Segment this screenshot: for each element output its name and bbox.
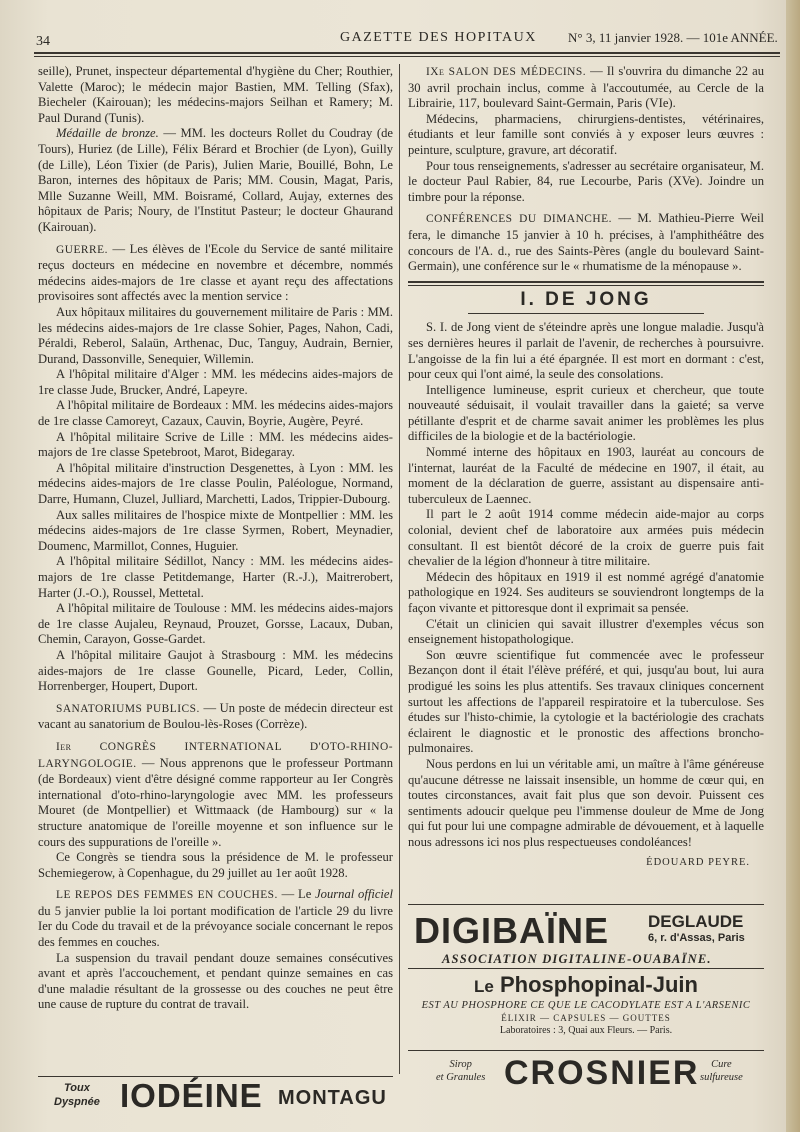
paragraph: A l'hôpital militaire Sédillot, Nancy : MM. les médecins aides-majors de 1re classe Petitdemange, Harter (R.-J.), Maitrerobert, Harter (J.-O.), Roussel, Mettetal. [38,554,393,600]
ad-manufacturer: MONTAGU [278,1087,387,1109]
paragraph: Il part le 2 août 1914 comme médecin aide-major au corps colonial, devient chef de laboratoire aux armées puis médecin consultant. Il est bientôt décoré de la croix de guerre puis fait chevalier de la légion d'honneur à titre militaire. [408,507,764,569]
section-double-rule [408,281,764,286]
section-heading: IXe SALON DES MÉDECINS. [426,66,587,78]
page-number: 34 [36,34,50,49]
publication-name: Journal officiel [315,887,394,902]
section-heading: CONFÉRENCES DU DIMANCHE. [426,213,612,226]
ad-rule [408,1050,764,1051]
header-rule [34,52,780,54]
paragraph [408,211,764,274]
journal-title: GAZETTE DES HOPITAUX [340,30,537,45]
paragraph [38,701,393,733]
ad-address: Laboratoires : 3, Quai aux Fleurs. — Paris. [499,1025,673,1036]
paragraph: Médecins, pharmaciens, chirurgiens-dentistes, vétérinaires, étudiants et leur famille sont conviés à y exposer leurs œuvres : peinture, sculpture, gravure, art décoratif. [408,111,764,157]
paragraph: Nommé interne des hôpitaux en 1903, lauréat au concours de l'internat, lauréat de la Faculté de médecine en 1907, il était, au moment de la déclaration de guerre, assistant au dispensaire anti-tuberculeux de Laennec. [408,445,764,506]
paragraph [38,887,393,950]
paragraph: Aux hôpitaux militaires du gouvernement militaire de Paris : MM. les médecins aides-majors de 1re classe Sohier, Pages, Nahon, Cadi, Péraldi, Reberol, Salaün, Arthenac, Duc, Tanguy, Audrain, Bernier, Durand, Dassonville, Senequier, Willemin. [38,304,393,366]
issue-info: N° 3, 11 janvier 1928. — 101e ANNÉE. [568,30,778,45]
paragraph: A l'hôpital militaire de Bordeaux : MM. les médecins aides-majors de 1re classe Camoreyt, Cazaux, Cauvin, Boyrie, Augère, Peyré. [38,398,393,429]
header-rule-thin [34,56,780,57]
page-header [32,28,782,52]
ad-address: 6, r. d'Assas, Paris [648,932,745,944]
ad-slogan: EST AU PHOSPHORE CE QUE LE CACODYLATE EST A L'ARSENIC [421,1000,751,1011]
paragraph: Médecin des hôpitaux en 1919 il est nommé agrégé d'anatomie pathologique en 1924. Ses auditeurs se souviendront longtemps de la façon vivante et pittoresque dont il exprimait sa pensée. [408,569,764,615]
advertisement-crosnier [408,1054,764,1100]
ad-brand-name: CROSNIER [504,1054,700,1092]
paragraph: Nous perdons en lui un véritable ami, un maître à l'âme généreuse qu'aucune détresse ne laissait insensible, un homme de cœur qui, en toutes circonstances, avait fait plus que son devoir. Puissent ces sentiments adoucir quelque peu l'immense douleur de Mme de Jong qui fut pour lui une compagne admirable de dévouement, et à laquelle nous adressons ici nos plus respectueuses condoléances! [408,756,764,849]
paragraph [408,64,764,112]
ad-note-line: sulfureuse [700,1072,743,1083]
ad-left-note [54,1081,100,1109]
paragraph: A l'hôpital militaire Gaujot à Strasbourg : MM. les médecins aides-majors de 1re classe Gounelle, Picard, Leder, Collin, Horrenberger, Houpert, Duport. [38,647,393,694]
paragraph-text: — Il s'ouvrira du dimanche 22 au 30 avril prochain inclus, comme à l'accoutumée, au Cercle de la Librairie, 117, boulevard Saint-Germain, Paris (VIe). [408,64,764,111]
paragraph-text: — Le [277,887,316,902]
column-divider [399,64,400,1074]
ad-brand-name: DIGIBAÏNE [414,910,610,951]
obituary-title: I. DE JONG [520,288,652,310]
section-heading: SANATORIUMS PUBLICS. [56,702,200,715]
paragraph: La suspension du travail pendant douze semaines consécutives avant et après l'accouchement, et pendant quinze semaines en cas d'une maladie résultant de la grossesse ou des couches ne peut être une cause de rupture du contrat de travail. [38,950,393,1012]
section-heading: LE REPOS DES FEMMES EN COUCHES. [56,889,278,902]
ad-right-note [700,1058,743,1084]
ad-note-line: et Granules [436,1072,486,1083]
paragraph: A l'hôpital militaire Scrive de Lille : MM. les médecins aides-majors de 1re classe Spetebroot, Marot, Bidegaray. [38,429,393,460]
ad-note-line: Cure [711,1059,732,1070]
ad-note-line: Toux [63,1082,90,1094]
paragraph: Aux salles militaires de l'hospice mixte de Montpellier : MM. les médecins aides-majors de 1re classe Syrmen, Robert, Meynadier, Doumenc, Marmillot, Connes, Huguier. [38,507,393,553]
right-column [408,64,764,870]
paragraph-text: — MM. les docteurs Rollet du Coudray (de Tours), Huriez (de Lille), Félix Bérard et Brochier (de Lyon), Guilly (de Lille), Léon Tixier (de Paris), Julien Marie, Bouillé, Bohn, Le Baron, internes des hôpitaux de Paris; MM. Cousin, Magat, Paris, Mlle Suzanne Weill, MM. Boisramé, Collard, Aujay, externes des hôpitaux de Paris; Noury, de l'Institut Pasteur; le docteur Ghaurand (Kairouan). [38,126,393,234]
advertisement-iodeine [38,1076,393,1117]
advertisement-phosphopinal [408,972,764,1052]
ad-title [408,972,764,998]
ad-manufacturer: DEGLAUDE [648,912,744,931]
paragraph [38,739,393,850]
paragraph: A l'hôpital militaire d'Alger : MM. les médecins aides-majors de 1re classe Jude, Brucker, André, Lapeyre. [38,367,393,397]
paragraph-text: du 5 janvier publie la loi portant modification de l'article 29 du livre Ier du Code du travail et de la prévoyance sociale concernant le repos des femmes en couches. [38,903,393,950]
ad-brand-name: Phosphopinal-Juin [499,972,698,997]
paragraph: S. I. de Jong vient de s'éteindre après une longue maladie. Jusqu'à ses dernières heures il parlait de l'avenir, de recherches à poursuivre. L'angoisse de la fin lui a été épargnée. Il est mort en dormant : c'est, pour ceux qui l'ont aimé, la seule des consolations. [408,320,764,382]
page-binding-edge [786,0,800,1132]
paragraph: A l'hôpital militaire d'instruction Desgenettes, à Lyon : MM. les médecins aides-majors de 1re classe Poulin, Paléologue, Normand, Darre, Humann, Cluzel, Julliard, Marchetti, Lados, Trippier-Dubourg. [38,460,393,507]
paragraph: seille), Prunet, inspecteur départemental d'hygiène du Cher; Routhier, Valette (Maroc); le médecin major Bastien, MM. Telling (Sfax), Biecheler (Kairouan); les médecins-majors Seilhan et Ramery; M. Paul Durand (Tunis). [38,64,393,125]
paragraph-text: — Les élèves de l'Ecole du Service de santé militaire reçus docteurs en médecine en novembre et décembre, nommés médecins aides-majors de 1re classe et ayant reçu des affectations provisoires sont affectés avec la mention service : [38,241,393,304]
section-heading: Ier CONGRÈS INTERNATIONAL D'OTO-RHINO-LARYNGOLOGIE. [38,740,393,770]
ad-brand-name: IODÉINE [120,1077,263,1114]
ad-note-line: Sirop [449,1059,472,1070]
ad-product-forms: ÉLIXIR — CAPSULES — GOUTTES [501,1013,671,1023]
title-rule [468,313,704,314]
advertisement-digibaine [408,910,764,964]
paragraph-text: — Nous apprenons que le professeur Portmann (de Bordeaux) vient d'être désigné comme rapporteur au Ier Congrès international d'oto-rhino-laryngologie avec MM. les professeurs Mouret (de Montpellier) et Wittmaack (de Hambourg) sur « la structure anatomique de l'oreille moyenne et son influence sur le cours des suppurations de l'oreille ». [38,755,393,849]
ad-tagline: ASSOCIATION DIGITALINE-OUABAÏNE. [442,952,712,966]
ad-article: Le [474,977,494,996]
paragraph: C'était un clinicien qui savait illustrer d'exemples vécus son enseignement histopathologique. [408,616,764,647]
paragraph-text: — Un poste de médecin directeur est vacant au sanatorium de Boulou-lès-Roses (Corrèze). [38,700,394,732]
author-signature: ÉDOUARD PEYRE. [646,856,750,868]
paragraph: Son œuvre scientifique fut commencée avec le professeur Bezançon dont il était l'élève préféré, et qui, jusqu'au bout, lui aura prodigué les soins les plus attentifs. Ses travaux cliniques concernent surtout les affections de l'appareil respiratoire et la tuberculose. Ses études sur l'histo-chimie, la cytologie et la bactériologie des crachats éclairent le diagnostic et le pronostic des affections broncho-pulmonaires. [408,647,764,756]
ad-rule [408,968,764,969]
ad-left-note [436,1058,485,1084]
paragraph [38,242,393,305]
left-column [38,64,393,1013]
paragraph: Pour tous renseignements, s'adresser au secrétaire organisateur, M. le docteur Paul Rabier, 84, rue Lecourbe, Paris (XVe). Joindre un timbre pour la réponse. [408,158,764,204]
ad-note-line: Dyspnée [54,1096,100,1108]
paragraph-text: — M. Mathieu-Pierre Weil fera, le dimanche 15 janvier à 10 h. précises, à l'amphithéâtre des concours de l'A. d., rue des Saints-Pères (angle du boulevard Saint-Germain), une conférence sur le « rhumatisme de la ménopause ». [408,211,764,274]
ad-rule [408,904,764,905]
section-lead: Médaille de bronze. [56,126,159,141]
paragraph: Ce Congrès se tiendra sous la présidence de M. le professeur Schemiegerow, à Copenhague, du 29 juillet au 1er août 1928. [38,850,393,880]
paragraph: Intelligence lumineuse, esprit curieux et chercheur, que toute nouveauté séduisait, il voulait travailler dans la gaieté; sa verve pétillante d'esprit et de charme savait animer les problèmes les plus difficiles de la biologie et de la bactériologie. [408,382,764,444]
section-heading: GUERRE. [56,243,108,256]
paragraph: A l'hôpital militaire de Toulouse : MM. les médecins aides-majors de 1re classe Aujaleu, Reynaud, Prouzet, Gorsse, Lacaux, Duban, Chemin, Carayon, Gosse-Gardet. [38,601,393,647]
paragraph [38,126,393,235]
